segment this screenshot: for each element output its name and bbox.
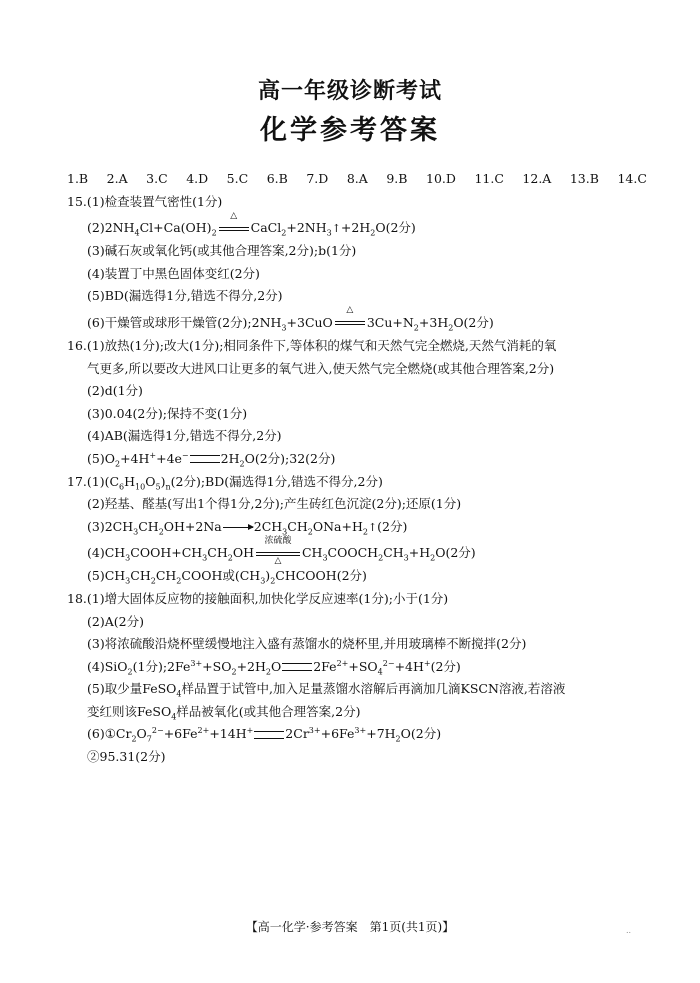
q18-part2: (2)A(2分) [87,613,144,629]
equals-sign [190,455,220,463]
q18-part1: 18.(1)增大固体反应物的接触面积,加快化学反应速率(1分);小于(1分) [67,590,449,606]
q18-part5-line2: 变红则该FeSO$_4$样品被氧化(或其他合理答案,2分) [87,703,361,722]
q18-part6-sub2: ②95.31(2分) [87,749,166,765]
equals-sign [282,663,312,671]
q15-part4: (4)装置丁中黑色固体变红(2分) [87,265,260,281]
q15-part3: (3)碱石灰或氧化钙(或其他合理答案,2分);b(1分) [87,243,357,259]
q16-part3: (3)0.04(2分);保持不变(1分) [87,405,248,421]
mc-answer: 3.C [146,171,168,186]
q17-part1: $17.(1)(C_6H_{10}O_5)_n(2$分);BD(漏选得1分,错选不得分,2分) [67,473,383,492]
q16-part1-line2: 气更多,所以要改大进风口让更多的氧气进入,使天然气完全燃烧(或其他合理答案,2分) [87,360,555,376]
q17-part4: $(4)CH_3COOH+CH_3CH_2OH$ 浓硫酸 △ $CH_3COOCH_2CH_3+H_2O(2$分) [87,535,476,566]
q15-part1: 15.(1)检查装置气密性(1分) [67,193,223,209]
corner-mark: .. [626,926,632,935]
q17-part5: $(5)CH_3CH_2CH_2COOH$或$(CH_3)_2CHCOOH(2$分) [87,568,367,586]
page-footer: 【高一化学·参考答案 第1页(共1页)】 [245,920,455,934]
q16-part5: $(5)O_2+4H^++4e^-$ $2H_2O(2$分);32(2分) [87,450,336,469]
mc-answer: 14.C [617,171,647,186]
condition-acid-heat: 浓硫酸 △ [254,547,302,561]
mc-answer: 1.B [67,171,89,186]
q15-part5: (5)BD(漏选得1分,错选不得分,2分) [87,288,283,304]
mc-answer: 5.C [226,171,249,186]
mc-answer: 13.B [569,171,599,186]
q18-part5-line1: (5)取少量FeSO$_4$样品置于试管中,加入足量蒸馏水溶解后再滴加几滴KSCN溶液,若溶液 [87,681,566,699]
mc-answer: 12.A [522,171,552,186]
q16-part2: (2)d(1分) [87,383,143,399]
mc-answer: 4.D [186,171,209,186]
mc-answer: 11.C [474,171,504,186]
q18-part4: (4)SiO$_2$(1分)$;2Fe^{3+}+SO_2+2H_2O$ $2Fe^{2+}+SO_4^{2-}+4H^+(2$分) [87,658,461,677]
mc-answer: 10.D [426,171,456,186]
q16-part1-line1: 16.(1)放热(1分);改大(1分);相同条件下,等体积的煤气和天然气完全燃烧,天然气消耗的氧 [67,337,557,353]
q15-part6: (6)干燥管或球形干燥管(2分)$;2NH_3+3CuO$ △ $3Cu+N_2+3H_2O(2$分) [87,305,494,333]
q18-part6: $(6)①Cr_2O_7^{2-}+6Fe^{2+}+14H^+$ $2Cr^{3+}+6Fe^{3+}+7H_2O(2$分) [87,726,442,744]
equals-sign [254,731,284,739]
answer-content [67,168,647,769]
condition-heat-symbol: △ [217,222,251,236]
mc-answer: 2.A [106,171,128,186]
q17-part3: $(3)2CH_3CH_2OH+2Na$ $2CH_3CH_2ONa+H_2↑(2$分) [87,518,408,537]
reaction-arrow [223,527,253,528]
mc-answer: 7.D [306,171,329,186]
mc-answer: 6.B [266,171,288,186]
q18-part3: (3)将浓硫酸沿烧杯壁缓慢地注入盛有蒸馏水的烧杯里,并用玻璃棒不断搅拌(2分) [87,636,527,652]
page-title-exam: 高一年级诊断考试 [257,79,442,104]
mc-answer: 8.A [346,171,368,186]
mc-answer: 9.B [386,171,408,186]
multiple-choice-answers [67,168,647,191]
q17-part2: (2)羟基、醛基(写出1个得1分,2分);产生砖红色沉淀(2分);还原(1分) [87,496,462,512]
q16-part4: (4)AB(漏选得1分,错选不得分,2分) [87,428,282,444]
page-title-answers: 化学参考答案 [260,115,440,146]
condition-heat-symbol: △ [333,316,367,330]
q15-part2: $(2)2NH_4Cl+Ca(OH)_2$ △ $CaCl_2+2NH_3↑+2H_2O(2$分) [87,210,416,238]
